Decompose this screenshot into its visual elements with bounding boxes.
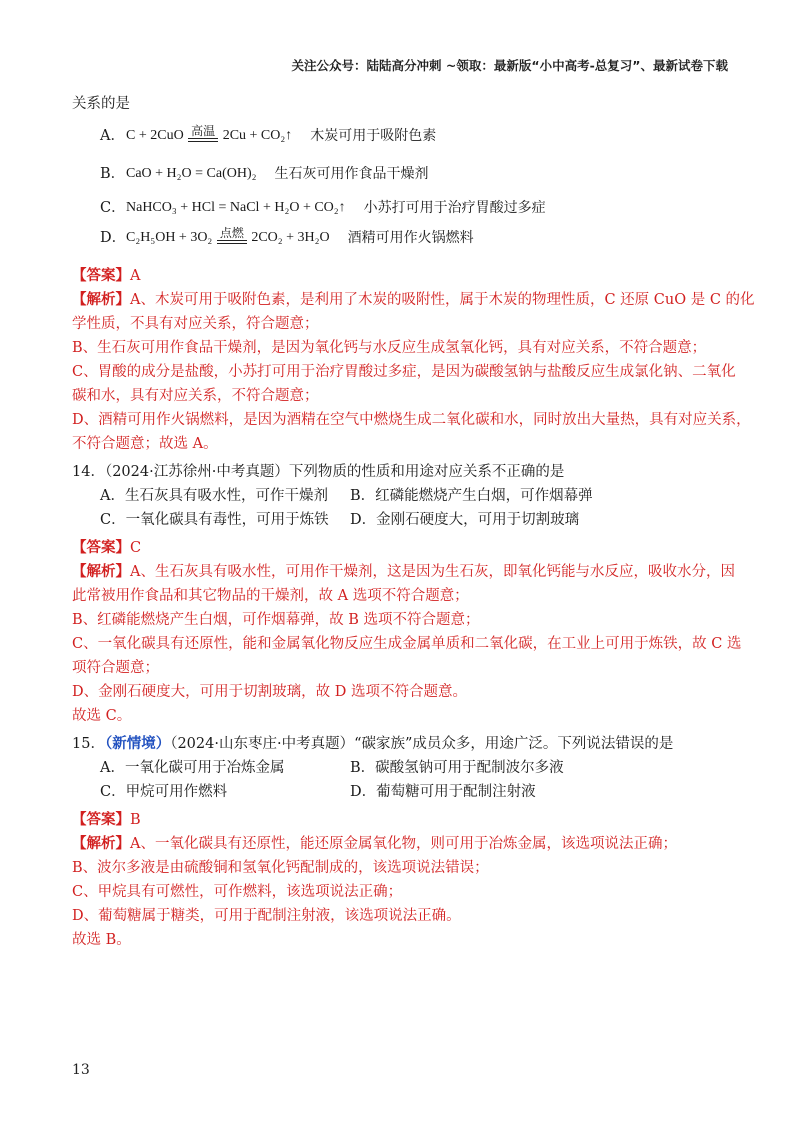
- option-letter: C．: [100, 200, 126, 216]
- option-letter: B．: [100, 166, 126, 182]
- q13-analysis: 【解析】A、木炭可用于吸附色素，是利用了木炭的吸附性，属于木炭的物理性质，C 还原 CuO 是 C 的化 学性质，不具有对应关系，符合题意； B、生石灰可用作食品干燥剂，是因为氧化钙与水反应生成氢氧化钙，具有对应关系，不符合题意； C、胃酸的成分是盐酸，小苏打可用于治疗胃酸过多症，是因为碳酸氢钠与盐酸反应生成氯化钠、二氧化 碳和水，具有对应关系，不符合题意； D、酒精可用作火锅燃料，是因为酒精在空气中燃烧生成二氧化碳和水，同时放出大量热，具有对应关系， 不符合题意；故选 A。: [72, 291, 755, 452]
- q13-option-c: [100, 196, 728, 220]
- option: B．红磷能燃烧产生白烟，可作烟幕弹: [350, 488, 593, 504]
- option: C．甲烷可用作燃料: [100, 784, 228, 800]
- option-note: 木炭可用于吸附色素: [310, 128, 437, 144]
- equation: CaO + H₂O = Ca(OH)₂: [126, 166, 257, 181]
- new-context-tag: （新情境）: [104, 735, 171, 752]
- q14-answer: 【答案】C: [72, 539, 142, 556]
- q13-answer: 【答案】A: [72, 267, 141, 284]
- option: A．生石灰具有吸水性，可作干燥剂: [100, 488, 328, 504]
- page-content: [72, 92, 755, 952]
- q13-option-a: [100, 124, 728, 148]
- q15-answer: 【答案】B: [72, 811, 141, 828]
- option: C．一氧化碳具有毒性，可用于炼铁: [100, 512, 329, 528]
- option-letter: D．: [100, 230, 127, 246]
- q13-option-b: [100, 162, 728, 186]
- option-note: 生石灰可用作食品干燥剂: [274, 166, 429, 182]
- q14-stem: 14．（2024·江苏徐州·中考真题）下列物质的性质和用途对应关系不正确的是: [72, 464, 565, 480]
- q14-analysis: 【解析】A、生石灰具有吸水性，可用作干燥剂，这是因为生石灰，即氧化钙能与水反应，吸收水分，因 此常被用作食品和其它物品的干燥剂，故 A 选项不符合题意； B、红磷能燃烧产生白烟，可作烟幕弹，故 B 选项不符合题意； C、一氧化碳具有还原性，能和金属氧化物反应生成金属单质和二氧化碳，在工业上可用于炼铁，故 C 选 项符合题意； D、金刚石硬度大，可用于切割玻璃，故 D 选项不符合题意。 故选 C。: [72, 563, 742, 724]
- q13-option-d: [100, 226, 728, 250]
- equation: NaHCO₃ + HCl = NaCl + H₂O + CO₂↑: [126, 200, 346, 215]
- q15-analysis: 【解析】A、一氧化碳具有还原性，能还原金属氧化物，则可用于冶炼金属，该选项说法正确； B、波尔多液是由硫酸铜和氢氧化钙配制成的，该选项说法错误； C、甲烷具有可燃性，可作燃料，该选项说法正确； D、葡萄糖属于糖类，可用于配制注射液，该选项说法正确。 故选 B。: [72, 835, 677, 948]
- q15-options: [100, 756, 728, 804]
- option-note: 小苏打可用于治疗胃酸过多症: [363, 200, 546, 216]
- q14-options: [100, 484, 728, 532]
- header-note: 关注公众号：陆陆高分冲刺 ~领取：最新版“小中高考-总复习”、最新试卷下载: [291, 58, 728, 73]
- option: B．碳酸氢钠可用于配制波尔多液: [350, 760, 564, 776]
- option: D．葡萄糖可用于配制注射液: [350, 784, 536, 800]
- equation: C + 2CuO 高温 2Cu + CO₂↑: [126, 124, 292, 148]
- page-number: 13: [72, 1062, 90, 1078]
- q15-stem: 15．（新情境）（2024·山东枣庄·中考真题）“碳家族”成员众多，用途广泛。下列说法错误的是: [72, 735, 674, 752]
- option: D．金刚石硬度大，可用于切割玻璃: [350, 512, 580, 528]
- equation: C₂H₅OH + 3O₂ 点燃 2CO₂ + 3H₂O: [126, 226, 330, 250]
- q13-lead: 关系的是: [72, 96, 130, 112]
- option: A．一氧化碳可用于冶炼金属: [100, 760, 285, 776]
- option-note: 酒精可用作火锅燃料: [347, 230, 474, 246]
- reaction-condition: 点燃: [217, 226, 247, 250]
- reaction-condition: 高温: [188, 124, 218, 148]
- option-letter: A．: [100, 128, 125, 144]
